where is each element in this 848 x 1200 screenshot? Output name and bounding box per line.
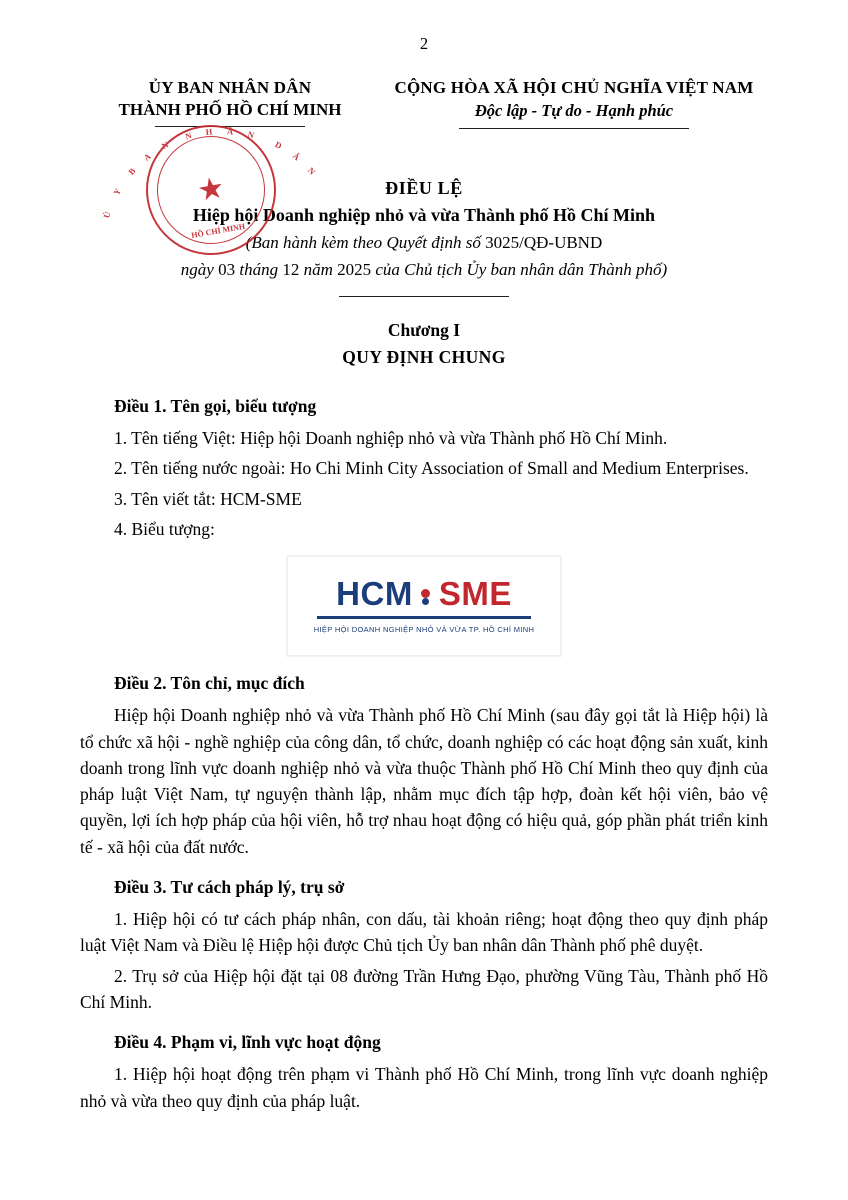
issuance-authority: của Chủ tịch Ủy ban nhân dân Thành phố) xyxy=(371,260,668,280)
article-2-heading: Điều 2. Tôn chỉ, mục đích xyxy=(114,673,305,694)
issuer-line-2: THÀNH PHỐ HỒ CHÍ MINH xyxy=(118,100,342,120)
logo-underline xyxy=(317,616,531,619)
month-label: tháng xyxy=(235,260,283,280)
article-1-paragraph-4: 4. Biểu tượng: xyxy=(114,518,215,539)
article-3-heading: Điều 3. Tư cách pháp lý, trụ sở xyxy=(114,876,345,897)
article-3-paragraph-2: 2. Trụ sở của Hiệp hội đặt tại 08 đường Trần Hưng Đạo, phường Vũng Tàu, Thành phố Hồ Chí Minh. xyxy=(80,965,768,1012)
logo-tagline: HIỆP HỘI DOANH NGHIỆP NHỎ VÀ VỪA TP. HỒ CHÍ MINH xyxy=(313,624,535,634)
decision-suffix: /QĐ-UBND xyxy=(519,233,603,253)
title-divider xyxy=(339,296,509,297)
decision-label: Quyết định số xyxy=(386,233,486,253)
issuance-line-2 xyxy=(80,256,768,283)
issuance-prefix: (Ban hành kèm theo xyxy=(245,233,387,253)
page-number: 2 xyxy=(419,34,429,53)
issue-year: 2025 xyxy=(337,260,372,280)
header-issuer-block xyxy=(80,71,380,128)
logo-text-hcm: HCM xyxy=(336,574,413,612)
article-4-heading: Điều 4. Phạm vi, lĩnh vực hoạt động xyxy=(114,1032,381,1053)
logo-dot-icon xyxy=(413,589,439,598)
national-title: CỘNG HÒA XÃ HỘI CHỦ NGHĨA VIỆT NAM xyxy=(394,77,754,97)
year-label: năm xyxy=(299,260,338,280)
issue-month: 12 xyxy=(282,260,300,280)
header-national-block xyxy=(380,71,768,130)
logo-text-sme: SME xyxy=(438,574,512,612)
date-prefix: ngày xyxy=(180,260,219,280)
chapter-block xyxy=(80,317,768,371)
issuer-line-1: ỦY BAN NHÂN DÂN xyxy=(148,77,312,97)
national-divider xyxy=(459,128,689,129)
article-1-paragraph-3: 3. Tên viết tắt: HCM-SME xyxy=(114,488,302,509)
association-logo-figure xyxy=(80,556,768,656)
decision-number: 3025 xyxy=(485,233,520,253)
document-subject: Hiệp hội Doanh nghiệp nhỏ và vừa Thành phố Hồ Chí Minh xyxy=(192,205,656,226)
article-1-paragraph-2: 2. Tên tiếng nước ngoài: Ho Chi Minh City Association of Small and Medium Enterprises. xyxy=(114,458,749,479)
logo-image xyxy=(287,556,561,656)
document-type-heading: ĐIỀU LỆ xyxy=(385,178,463,199)
seal-arc-text: Ủ Y B A N N H Â N D Â N xyxy=(101,125,318,219)
chapter-number: Chương I xyxy=(387,319,461,340)
article-4-paragraph-1: 1. Hiệp hội hoạt động trên phạm vi Thành phố Hồ Chí Minh, trong lĩnh vực doanh nghiệp nhỏ và vừa theo quy định của pháp luật. xyxy=(80,1064,768,1111)
logo-wordmark xyxy=(336,574,512,612)
national-motto: Độc lập - Tự do - Hạnh phúc xyxy=(474,101,674,121)
article-1-paragraph-1: 1. Tên tiếng Việt: Hiệp hội Doanh nghiệp nhỏ và vừa Thành phố Hồ Chí Minh. xyxy=(114,428,668,449)
article-3-paragraph-1: 1. Hiệp hội có tư cách pháp nhân, con dấu, tài khoản riêng; hoạt động theo quy định pháp luật Việt Nam và Điều lệ Hiệp hội được Chủ tịch Ủy ban nhân dân Thành phố phê duyệt. xyxy=(80,909,768,956)
article-2-paragraph-1: Hiệp hội Doanh nghiệp nhỏ và vừa Thành phố Hồ Chí Minh (sau đây gọi tắt là Hiệp hội) là tổ chức xã hội - nghề nghiệp của công dân, tổ chức, doanh nghiệp có các hoạt động sản xuất, kinh doanh trong lĩnh vực doanh nghiệp nhỏ và vừa thuộc Thành phố Hồ Chí Minh theo quy định của pháp luật Việt Nam, tự nguyện thành lập, nhằm mục đích tập hợp, đoàn kết hội viên, bảo vệ quyền, lợi ích hợp pháp của hội viên, hỗ trợ nhau hoạt động có hiệu quả, góp phần phát triển kinh tế - xã hội của đất nước. xyxy=(80,705,768,857)
chapter-title: QUY ĐỊNH CHUNG xyxy=(342,346,506,367)
issue-day: 03 xyxy=(218,260,236,280)
seal-bottom-text: HỒ CHÍ MINH xyxy=(190,221,246,240)
document-body xyxy=(80,393,768,1114)
seal-star-icon: ★ xyxy=(194,170,228,208)
article-1-heading: Điều 1. Tên gọi, biểu tượng xyxy=(114,395,317,416)
